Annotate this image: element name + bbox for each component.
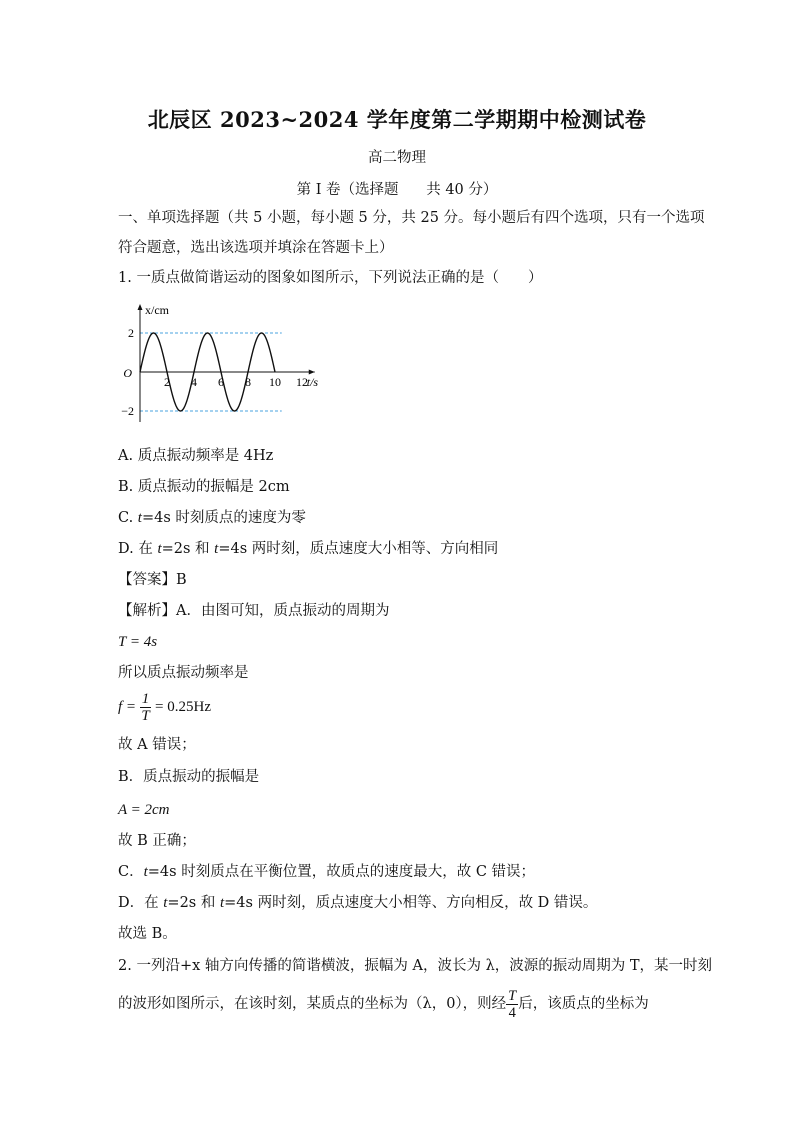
- conclusion: 故选 B。: [118, 926, 177, 942]
- y-axis-arrow: [138, 304, 143, 310]
- c-analysis: [118, 862, 535, 882]
- eq-f-rhs: = 0.25Hz: [155, 699, 211, 715]
- b-right: 故 B 正确；: [118, 833, 196, 849]
- y-tick-0: 2: [128, 326, 134, 340]
- x-axis-arrow: [309, 370, 315, 375]
- option-d-var1: t: [157, 541, 162, 557]
- frequency-text: 所以质点振动频率是: [118, 665, 249, 681]
- eq-f-lhs: f =: [118, 699, 137, 715]
- c-analysis-suffix: =4s 时刻质点在平衡位置，故质点的速度最大，故 C 错误；: [147, 864, 536, 880]
- analysis-head: 【解析】A．由图可知，质点振动的周期为: [118, 603, 390, 619]
- option-b: B. 质点振动的振幅是 2cm: [118, 479, 290, 495]
- section-heading: 第 I 卷（选择题 共 40 分）: [296, 182, 498, 198]
- y-axis-label: x/cm: [145, 303, 169, 317]
- x-tick-2: 2: [164, 375, 170, 389]
- instructions-line-2: 符合题意，选出该选项并填涂在答题卡上）: [118, 240, 394, 256]
- c-analysis-var: t: [143, 864, 148, 880]
- q2-text-b: 后，该质点的坐标为: [518, 996, 649, 1012]
- x-tick-8: 8: [245, 375, 251, 389]
- question-1-stem: 1. 一质点做简谐运动的图象如图所示，下列说法正确的是（ ）: [118, 270, 543, 286]
- d-analysis-mid: =2s 和: [167, 895, 220, 911]
- option-d-prefix: D. 在: [118, 541, 158, 557]
- instructions-line-1: 一、单项选择题（共 5 小题，每小题 5 分，共 25 分。每小题后有四个选项，只有一个选项: [118, 210, 705, 226]
- question-2-line-2: [118, 986, 649, 1022]
- d-analysis-suffix: =4s 两时刻，质点速度大小相等、方向相反，故 D 错误。: [224, 895, 598, 911]
- shm-graph: [118, 302, 328, 427]
- x-axis-label: t/s: [306, 375, 319, 389]
- option-a: A. 质点振动频率是 4Hz: [118, 448, 274, 464]
- option-c-prefix: C.: [118, 510, 138, 526]
- eq-f-den: T: [141, 708, 150, 725]
- origin-label: O: [123, 366, 132, 380]
- d-analysis: [118, 893, 597, 913]
- equation-frequency: [118, 690, 211, 724]
- x-tick-4: 4: [191, 375, 197, 389]
- option-d-var2: t: [214, 541, 219, 557]
- option-d-mid: =2s 和: [161, 541, 215, 557]
- option-d: [118, 539, 498, 559]
- option-c-var: t: [137, 510, 142, 526]
- q2-frac-num: T: [508, 987, 517, 1004]
- option-c: [118, 508, 306, 528]
- chart-layer: [121, 303, 318, 422]
- exam-title: 北辰区 2023~2024 学年度第二学期期中检测试卷: [147, 107, 647, 132]
- y-tick-1: −2: [121, 404, 134, 418]
- eq-f-num: 1: [141, 691, 150, 708]
- answer: 【答案】B: [118, 572, 187, 588]
- c-analysis-prefix: C．: [118, 864, 144, 880]
- eq-f-fraction: [140, 691, 152, 724]
- x-tick-12: 12: [296, 375, 308, 389]
- b-head: B．质点振动的振幅是: [118, 769, 260, 785]
- q2-fraction: [506, 988, 518, 1021]
- option-c-suffix: =4s 时刻质点的速度为零: [141, 510, 306, 526]
- equation-amplitude: A = 2cm: [118, 802, 170, 818]
- equation-period: T = 4s: [118, 634, 158, 650]
- x-tick-10: 10: [269, 375, 281, 389]
- d-analysis-var2: t: [219, 895, 225, 911]
- a-wrong: 故 A 错误；: [118, 737, 196, 753]
- d-analysis-var1: t: [163, 895, 168, 911]
- q2-frac-den: 4: [508, 1004, 516, 1021]
- q2-text-a: 的波形如图所示，在该时刻，某质点的坐标为（λ，0），则经: [118, 996, 507, 1012]
- exam-subject: 高二物理: [368, 150, 426, 166]
- d-analysis-prefix: D．在: [118, 895, 164, 911]
- question-2-line-1: 2. 一列沿+x 轴方向传播的简谐横波，振幅为 A，波长为 λ，波源的振动周期为 T，某一时刻: [118, 958, 713, 974]
- x-tick-6: 6: [218, 375, 224, 389]
- option-d-suffix: =4s 两时刻，质点速度大小相等、方向相同: [218, 541, 499, 557]
